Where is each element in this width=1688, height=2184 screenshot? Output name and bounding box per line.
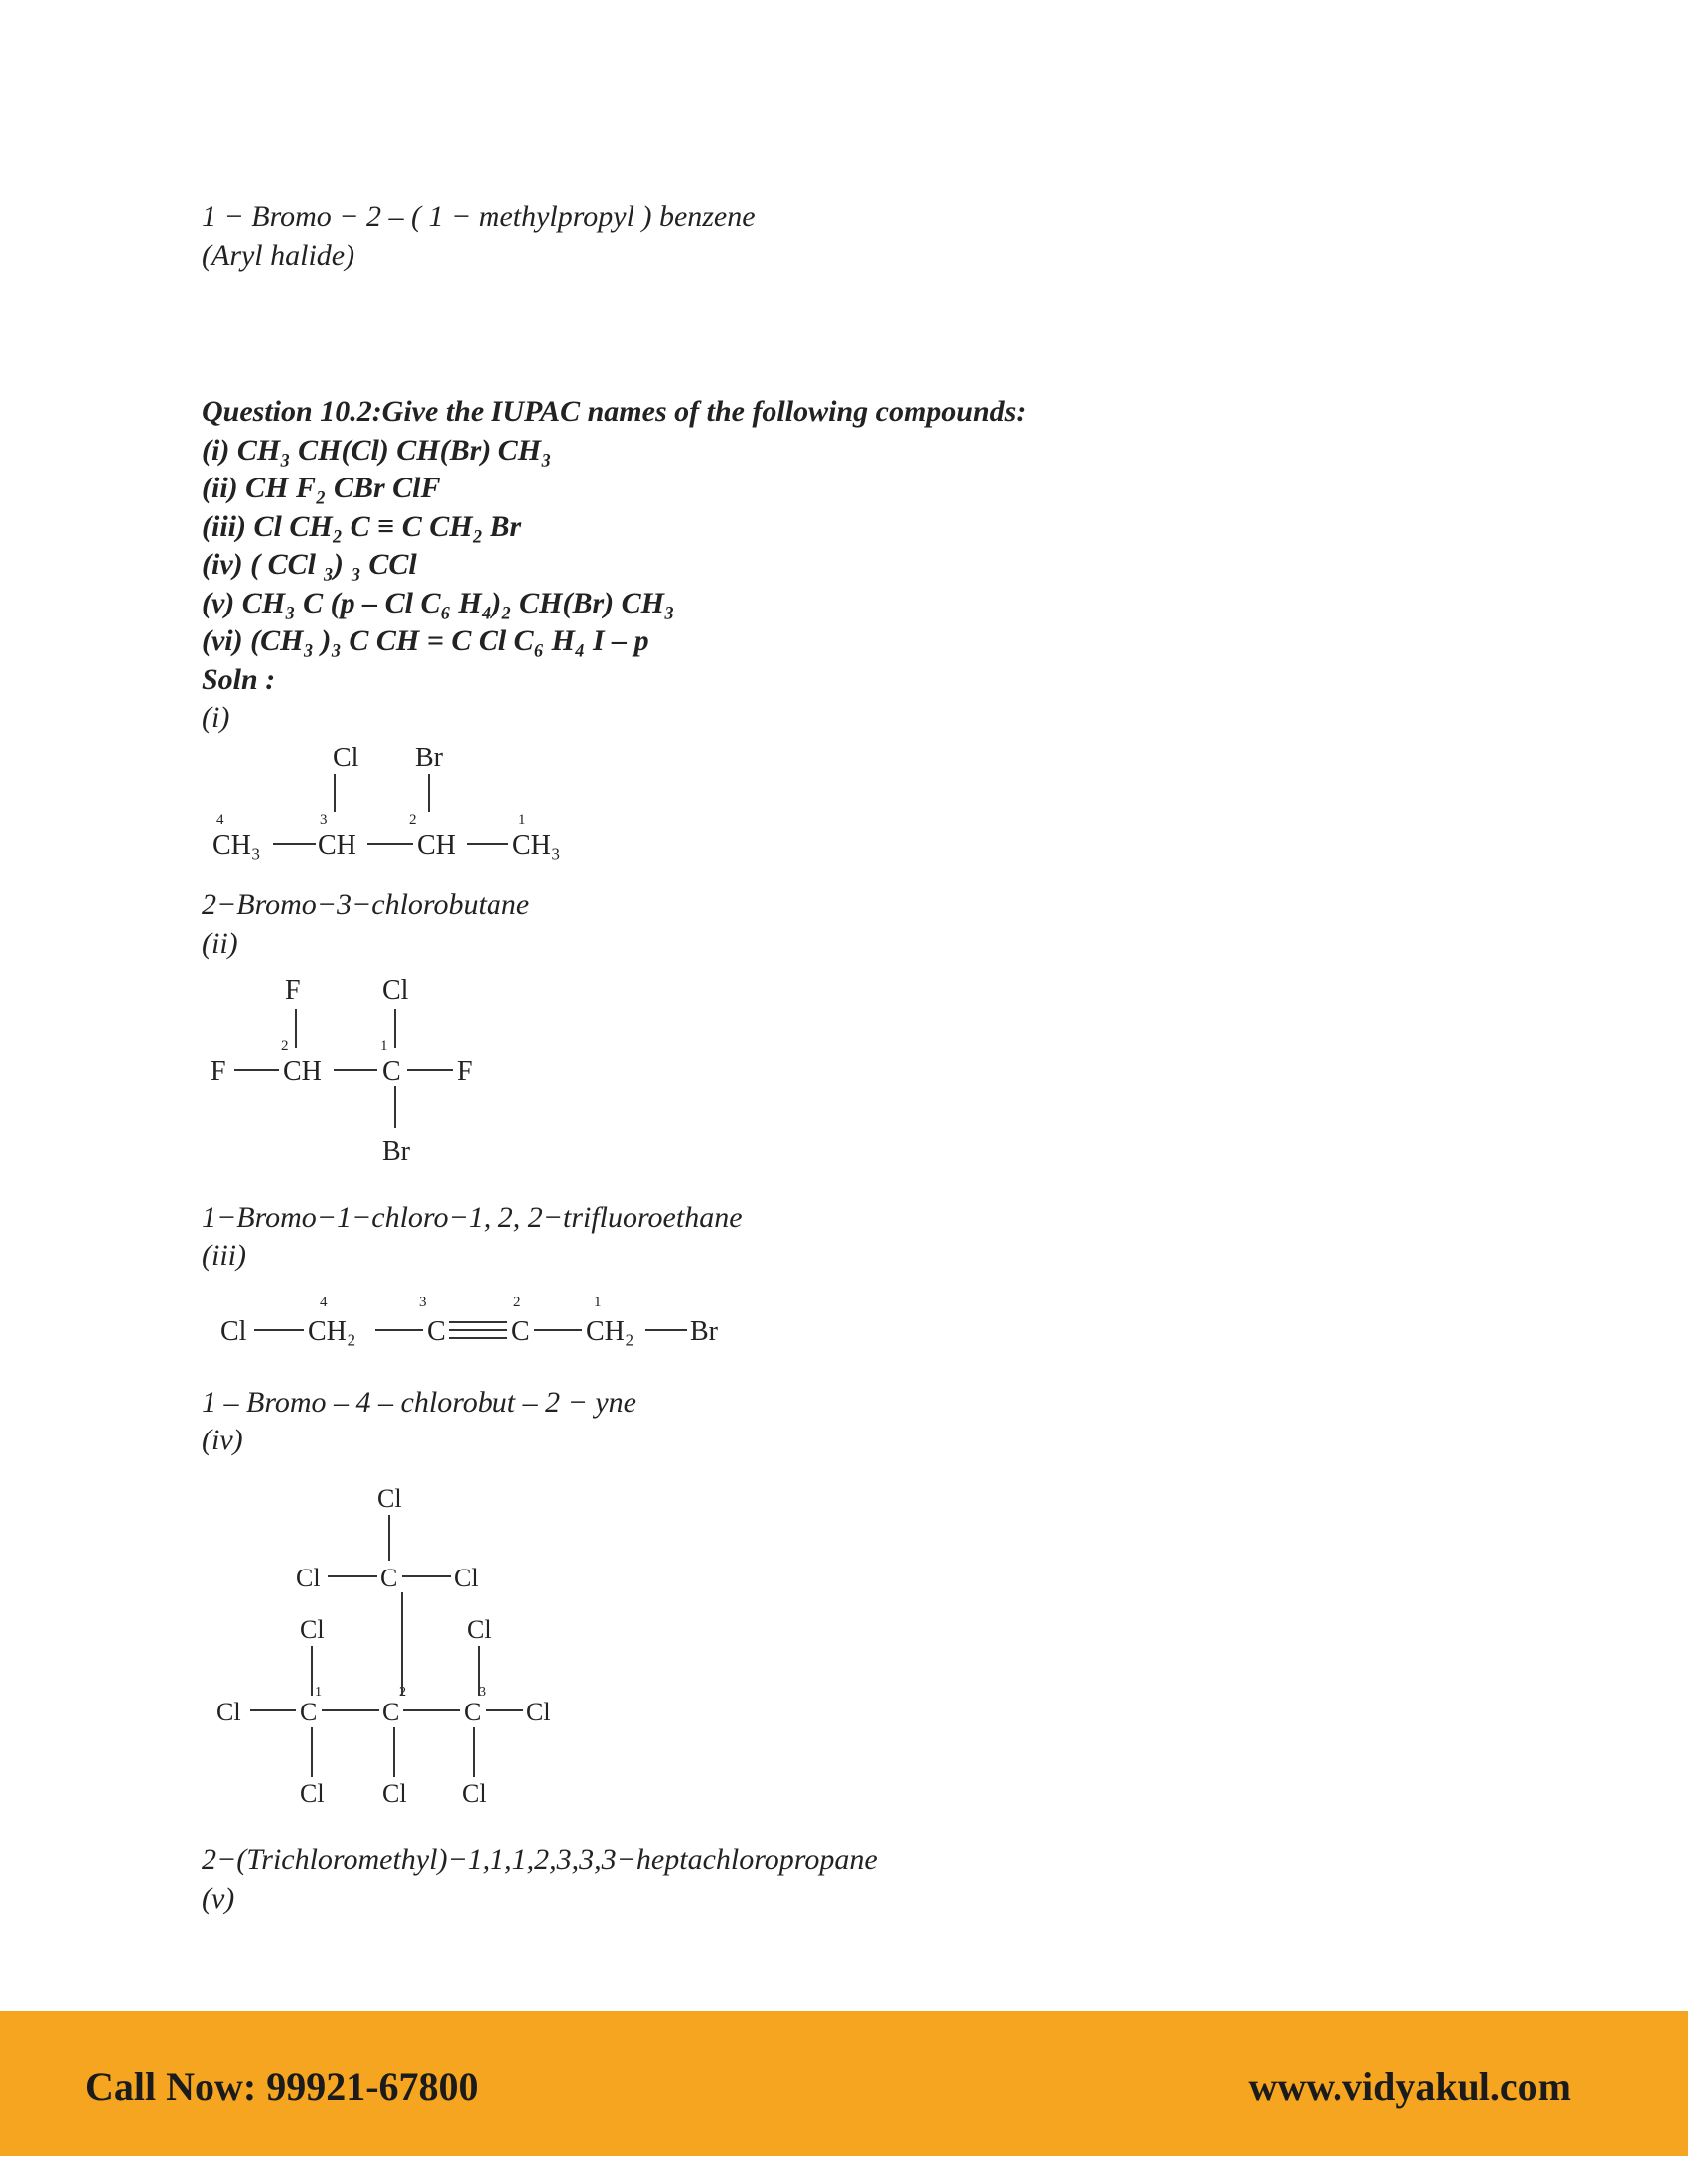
substituent-br-bottom: Br [382, 1136, 410, 1166]
carbon-number-4: 4 [216, 812, 224, 828]
cl-c3-top: Cl [467, 1615, 492, 1644]
atom-f-left: F [211, 1056, 226, 1087]
carbon-number-3: 3 [479, 1685, 486, 1700]
atom-c2: C [382, 1698, 400, 1726]
solution-ii-label: (ii) [202, 927, 238, 960]
question-item-i: (i) CH₃ CH(Cl) CH(Br) CH₃ [202, 434, 552, 467]
cl-c1-bottom: Cl [300, 1779, 325, 1808]
atom-ch2-left: CH₂ [308, 1316, 356, 1347]
carbon-number-1: 1 [380, 1038, 388, 1054]
atom-c-2: C [511, 1316, 530, 1347]
solution-iii-label: (iii) [202, 1239, 246, 1272]
carbon-number-2: 2 [513, 1295, 521, 1310]
call-now-text[interactable]: Call Now: 99921-67800 [85, 2064, 479, 2109]
atom-c1: C [300, 1698, 318, 1726]
cl-c1-left: Cl [216, 1698, 241, 1726]
atom-ch2-right: CH₂ [586, 1316, 634, 1347]
question-item-iii: (iii) Cl CH₂ C ≡ C CH₂ Br [202, 510, 522, 543]
website-link[interactable]: www.vidyakul.com [1248, 2064, 1571, 2109]
carbon-number-3: 3 [320, 812, 328, 828]
substituent-cl: Cl [333, 743, 359, 773]
cl-ccl3-left: Cl [296, 1564, 321, 1592]
atom-ch3-right: CH₃ [512, 830, 561, 861]
carbon-number-1: 1 [518, 812, 526, 828]
previous-answer-name: 1 − Bromo − 2 – ( 1 − methylpropyl ) benzene [202, 201, 756, 233]
carbon-number-1: 1 [594, 1295, 602, 1310]
atom-ch-2: CH [417, 830, 456, 861]
substituent-cl-top: Cl [382, 975, 409, 1006]
carbon-number-2: 2 [281, 1038, 289, 1054]
cl-c3-bottom: Cl [462, 1779, 487, 1808]
solution-iv-name: 2−(Trichloromethyl)−1,1,1,2,3,3,3−heptachloropropane [202, 1843, 878, 1876]
solution-i-label: (i) [202, 701, 230, 734]
carbon-number-4: 4 [320, 1295, 328, 1310]
atom-c: C [382, 1056, 401, 1087]
cl-c1-top: Cl [300, 1615, 325, 1644]
substituent-br: Br [415, 743, 443, 773]
atom-br: Br [690, 1316, 718, 1347]
atom-cl: Cl [220, 1316, 247, 1347]
question-item-v: (v) CH₃ C (p – Cl C₆ H₄)₂ CH(Br) CH₃ [202, 587, 675, 619]
soln-label: Soln : [202, 663, 276, 696]
solution-iv-label: (iv) [202, 1424, 243, 1456]
atom-ch3-left: CH₃ [212, 830, 261, 861]
atom-c3: C [464, 1698, 482, 1726]
cl-c2-bottom: Cl [382, 1779, 407, 1808]
footer-bar [0, 2011, 1688, 2156]
cl-ccl3-right: Cl [454, 1564, 479, 1592]
cl-top: Cl [377, 1484, 402, 1513]
solution-v-label: (v) [202, 1882, 235, 1915]
solution-iii-name: 1 – Bromo – 4 – chlorobut – 2 − yne [202, 1386, 636, 1419]
atom-f-right: F [457, 1056, 473, 1087]
atom-c-3: C [427, 1316, 446, 1347]
previous-answer-type: (Aryl halide) [202, 239, 355, 272]
carbon-number-2: 2 [409, 812, 417, 828]
question-item-iv: (iv) ( CCl ₃) ₃ CCl [202, 548, 417, 581]
solution-ii-name: 1−Bromo−1−chloro−1, 2, 2−trifluoroethane [202, 1201, 743, 1234]
carbon-number-3: 3 [419, 1295, 427, 1310]
substituent-f-top: F [285, 975, 301, 1006]
atom-ch: CH [283, 1056, 322, 1087]
cl-c3-right: Cl [526, 1698, 551, 1726]
carbon-number-1: 1 [315, 1685, 322, 1700]
question-item-vi: (vi) (CH₃ )₃ C CH = C Cl C₆ H₄ I – p [202, 624, 649, 657]
atom-c-ccl3: C [380, 1564, 398, 1592]
solution-i-name: 2−Bromo−3−chlorobutane [202, 888, 530, 921]
atom-ch-3: CH [318, 830, 356, 861]
carbon-number-2: 2 [399, 1685, 406, 1700]
question-title: Question 10.2:Give the IUPAC names of the following compounds: [202, 395, 1027, 428]
question-item-ii: (ii) CH F₂ CBr ClF [202, 472, 441, 504]
